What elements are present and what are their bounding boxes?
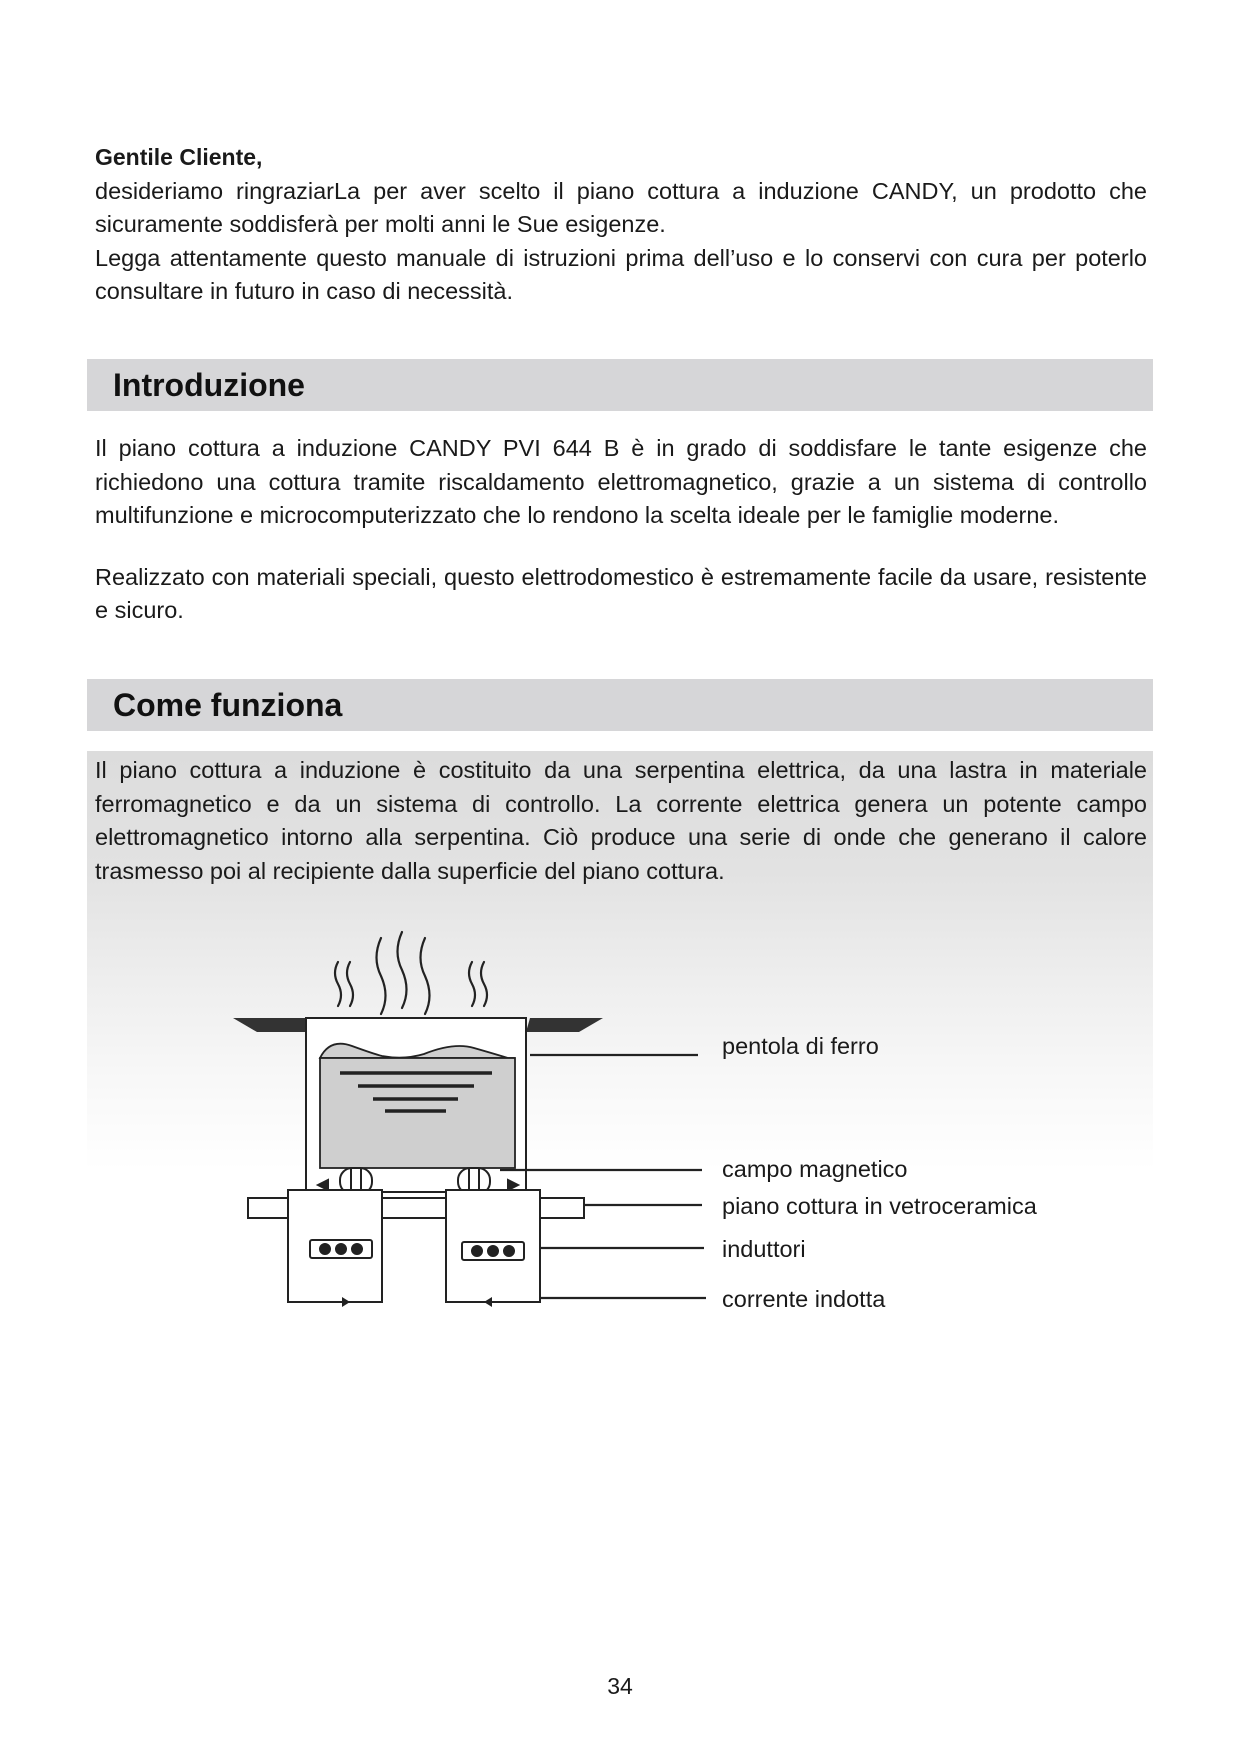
inductor-right (446, 1190, 540, 1307)
label-magnetic-field: campo magnetico (722, 1156, 908, 1182)
section-title-introduzione: Introduzione (113, 367, 305, 403)
label-glass-ceramic-hob: piano cottura in vetroceramica (722, 1193, 1037, 1219)
label-pot: pentola di ferro (722, 1033, 879, 1059)
greeting-heading: Gentile Cliente, (95, 144, 263, 170)
section-title-come-funziona: Come funziona (113, 687, 343, 723)
page-number: 34 (607, 1673, 633, 1699)
intro-paragraph: Il piano cottura a induzione CANDY PVI 644 B è in grado di soddisfare le tante esigenze che richiedono una cottura tramite riscaldamento elettromagnetico, grazie a un sistema di controllo multifunzione e microcomputerizzato che lo rendono la scelta ideale per le famiglie moderne. (95, 435, 1147, 528)
inductor-left (288, 1190, 382, 1307)
greeting-thanks: desideriamo ringraziarLa per aver scelto il piano cottura a induzione CANDY, un prodotto che sicuramente soddisferà per molti anni le Sue esigenze. (95, 177, 1147, 237)
heat-waves-icon (335, 932, 487, 1014)
pot-handle-left (233, 1018, 310, 1032)
label-inductors: induttori (722, 1236, 806, 1262)
how-paragraph: Il piano cottura a induzione è costituito da una serpentina elettrica, da una lastra in materiale ferromagnetico e da un sistema di controllo. La corrente elettrica genera un potente campo elettromagnetico intorno alla serpentina. Ciò produce una serie di onde che generano il calore trasmesso poi al recipiente dalla superficie del piano cottura. (95, 757, 1147, 884)
intro-paragraph: Realizzato con materiali speciali, questo elettrodomestico è estremamente facile da usare, resistente e sicuro. (95, 563, 1147, 623)
label-induced-current: corrente indotta (722, 1286, 886, 1312)
greeting-advice: Legga attentamente questo manuale di istruzioni prima dell’uso e lo conservi con cura per poterlo consultare in futuro in caso di necessità. (95, 244, 1147, 304)
pot-handle-right (526, 1018, 603, 1032)
iron-pot (306, 1018, 526, 1192)
